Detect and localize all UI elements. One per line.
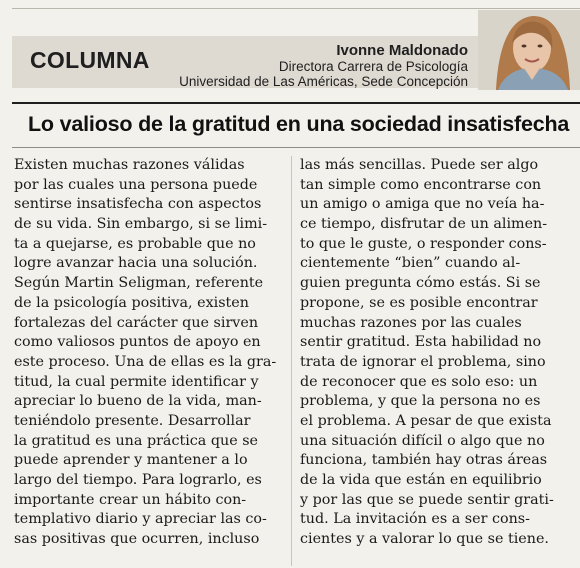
body-text-line: Según Martin Seligman, referente [14, 275, 264, 292]
body-text-line: fortalezas del carácter que sirven [14, 314, 259, 331]
body-text-line: de reconocer que es solo eso: un [300, 373, 538, 390]
body-text-line: sentirse insatisfecha con aspectos [14, 196, 262, 213]
body-text-line: sentir gratitud. Esta habilidad no [300, 334, 542, 351]
section-label: COLUMNA [30, 47, 150, 73]
author-organization: Universidad de Las Américas, Sede Concepción [179, 74, 468, 89]
author-portrait-illustration [478, 10, 580, 90]
body-text-line: el problema. A pesar de que exista [300, 412, 552, 429]
body-text-line: Existen muchas razones válidas [14, 157, 245, 173]
body-text-line: trata de ignorar el problema, sino [300, 353, 546, 370]
article-body-column-left [14, 156, 284, 550]
article-headline: Lo valioso de la gratitud en una sociedad insatisfecha [28, 112, 570, 136]
body-text-line: problema, y que la persona no es [300, 393, 541, 410]
body-text-line: este proceso. Una de ellas es la gra- [14, 353, 277, 370]
body-text-line: tud. La invitación es a ser cons- [300, 511, 530, 528]
body-text-line: por las cuales una persona puede [14, 176, 258, 193]
body-text-line: teniéndolo presente. Desarrollar [14, 412, 251, 429]
body-text-line: de su vida. Sin embargo, si se limi- [14, 216, 268, 233]
body-text-line: logre avanzar hacia una solución. [14, 255, 258, 272]
body-text-line: to que le guste, o responder cons- [300, 235, 547, 252]
body-text-line: de la vida que están en equilibrio [300, 472, 542, 488]
body-text-line: muchas razones por las cuales [300, 314, 522, 331]
body-text-line: ce tiempo, disfrutar de un alimen- [300, 216, 548, 233]
top-divider [12, 8, 580, 9]
article-header [0, 0, 580, 100]
body-text-line: una situación difícil o algo que no [300, 432, 545, 449]
body-text-line: la gratitud es una práctica que se [14, 432, 259, 449]
author-role: Directora Carrera de Psicología [278, 59, 468, 74]
body-text-line: titud, la cual permite identificar y [14, 373, 259, 390]
body-text-line: largo del tiempo. Para lograrlo, es [14, 472, 262, 488]
body-text-line: funciona, también hay otras áreas [300, 452, 548, 469]
body-text-line: un amigo o amiga que no veía ha- [300, 196, 545, 213]
author-block [179, 42, 468, 89]
body-text-line: templativo diario y apreciar las co- [14, 511, 267, 528]
body-text-line: guien pregunta cómo estás. Si se [300, 275, 541, 292]
body-text-line: ta a quejarse, es probable que no [14, 235, 256, 252]
body-text-line: sas positivas que ocurren, incluso [14, 531, 260, 548]
body-text-line: y por las que se puede sentir grati- [300, 491, 554, 508]
body-text-line: apreciar lo bueno de la vida, man- [14, 393, 262, 410]
author-photo [478, 10, 580, 90]
headline-top-rule [12, 102, 580, 104]
body-text-line: como valiosos puntos de apoyo en [14, 334, 261, 351]
body-text-line: puede aprender y mantener a lo [14, 452, 248, 469]
column-divider [291, 156, 292, 566]
body-text-line: de la psicología positiva, existen [14, 294, 249, 311]
article-body-column-right [300, 156, 572, 550]
body-text-line: propone, se es posible encontrar [300, 294, 538, 311]
body-text-line: las más sencillas. Puede ser algo [300, 157, 539, 173]
author-name: Ivonne Maldonado [336, 42, 468, 59]
body-text-line: importante crear un hábito con- [14, 491, 247, 508]
body-text-line: cientemente “bien” cuando al- [300, 255, 521, 272]
body-text-line: cientes y a valorar lo que se tiene. [300, 531, 549, 548]
headline-bottom-rule [12, 147, 580, 148]
body-text-line: tan simple como encontrarse con [300, 176, 542, 193]
